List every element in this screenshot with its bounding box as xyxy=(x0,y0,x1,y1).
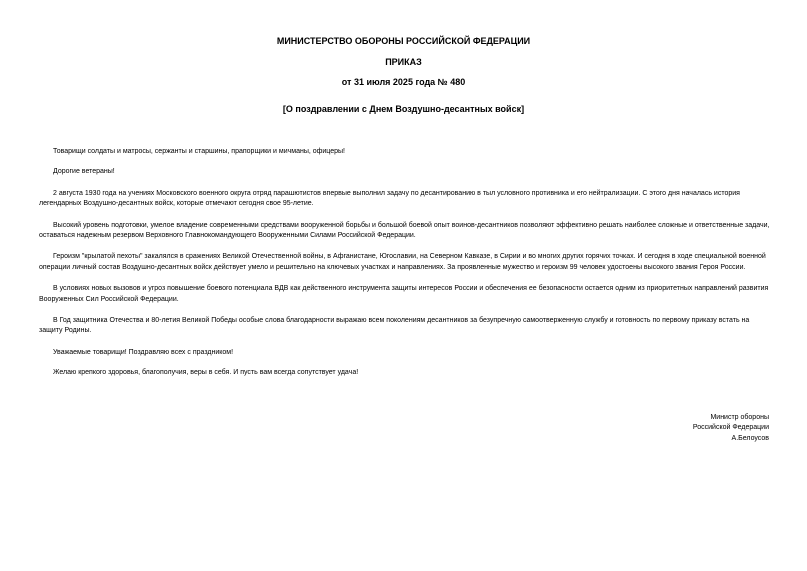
paragraph-training: Высокий уровень подготовки, умелое владение современными средствами вооруженной борьбы и большой боевой опыт воинов-десантников позволяют эффективно решать наиболее сложные и ответственные задачи, оставаться надежным резервом Верховного Главнокомандующего Вооруженными Силами Российской Федерации. xyxy=(39,221,770,240)
paragraph-wishes: Желаю крепкого здоровья, благополучия, веры в себя. И пусть вам всегда сопутствует удача! xyxy=(53,369,359,377)
paragraph-gratitude: В Год защитника Отечества и 80-летия Великой Победы особые слова благодарности выражаю всем поколениям десантников за безупречную самоотверженную службу и готовность по первому приказу встать на защиту Родины. xyxy=(39,317,750,335)
signature-block xyxy=(569,413,769,444)
document-type-heading: ПРИКАЗ xyxy=(385,57,422,67)
ministry-heading: МИНИСТЕРСТВО ОБОРОНЫ РОССИЙСКОЙ ФЕДЕРАЦИИ xyxy=(276,36,531,46)
greeting-veterans: Дорогие ветераны! xyxy=(53,168,115,176)
signature-title-line-1: Министр обороны xyxy=(710,414,769,421)
paragraph-development: В условиях новых вызовов и угроз повышение боевого потенциала ВДВ как действенного инструмента защиты интересов России и обеспечения ее безопасности остается одним из приоритетных направлений развития Вооруженных Сил Российской Федерации. xyxy=(39,285,769,303)
paragraph-heroism: Героизм "крылатой пехоты" закалялся в сражениях Великой Отечественной войны, в Афганистане, Югославии, на Северном Кавказе, в Сирии и во многих других горячих точках. И сегодня в ходе специальной военной операции личный состав Воздушно-десантных войск действует умело и решительно на ключевых участках и направлениях. За проявленные мужество и героизм 99 человек удостоены высокого звания Героя России. xyxy=(39,253,766,271)
document-body xyxy=(39,147,771,379)
paragraph-congratulation: Уважаемые товарищи! Поздравляю всех с праздником! xyxy=(53,348,234,356)
date-number-line: от 31 июля 2025 года № 480 xyxy=(341,77,466,87)
paragraph-history: 2 августа 1930 года на учениях Московского военного округа отряд парашютистов впервые выполнил задачу по десантированию в тыл условного противника и его нейтрализации. С этого дня началась история легендарных Воздушно-десантных войск, которые отмечают сегодня свое 95-летие. xyxy=(39,189,740,208)
document-subject: [О поздравлении с Днем Воздушно-десантных войск] xyxy=(282,104,525,114)
greeting-soldiers: Товарищи солдаты и матросы, сержанты и старшины, прапорщики и мичманы, офицеры! xyxy=(53,148,346,155)
signature-title-line-2: Российской Федерации xyxy=(692,424,769,432)
signature-name: А.Белоусов xyxy=(731,434,769,442)
